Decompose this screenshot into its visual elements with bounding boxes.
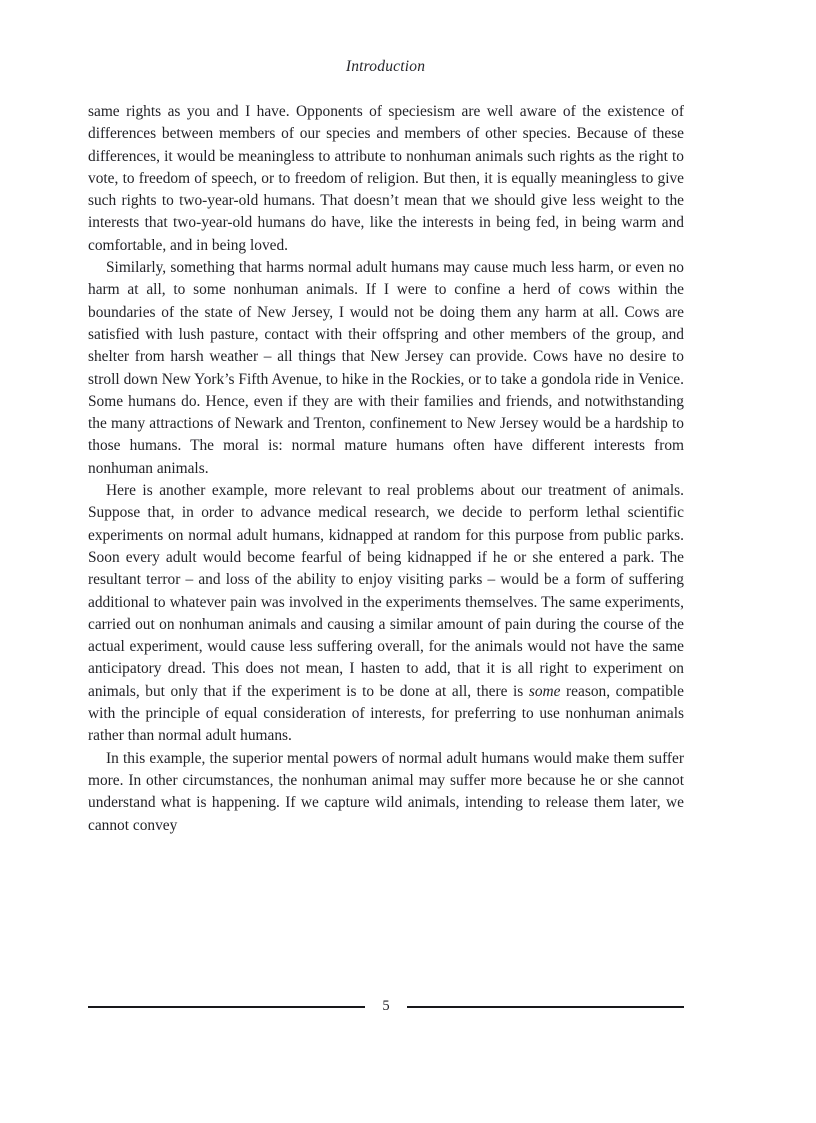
paragraph-superior-mental-powers: In this example, the superior mental powers of normal adult humans would make them suffer more. In other circumstances, the nonhuman animal may suffer more because he or she cannot understand what is happening. If we capture wild animals, intending to release them later, we cannot convey (88, 749, 684, 834)
paragraph-cows-new-jersey: Similarly, something that harms normal adult humans may cause much less harm, or even no harm at all, to some nonhuman animals. If I were to confine a herd of cows within the boundaries of the state of New Jersey, I would not be doing them any harm at all. Cows are satisfied with lush pasture, contact with their offspring and other members of the group, and shelter from harsh weather – all things that New Jersey can provide. Cows have no desire to stroll down New York’s Fifth Avenue, to hike in the Rockies, or to take a gondola ride in Venice. Some humans do. Hence, even if they are with their families and friends, and notwithstanding the many attractions of Newark and Trenton, confinement to New Jersey would be a hardship to those humans. The moral is: normal mature humans often have different interests from nonhuman animals. (88, 259, 684, 477)
page-footer (88, 1000, 684, 1015)
footer-rule-left (88, 1006, 365, 1008)
body-text-block (88, 101, 684, 837)
page-number: 5 (382, 998, 390, 1014)
emphasized-text: some (528, 682, 561, 700)
paragraph-lethal-experiments: Here is another example, more relevant to real problems about our treatment of animals. Suppose that, in order to advance medical research, we decide to perform lethal scientific experiments on normal adult humans, kidnapped at random for this purpose from public parks. Soon every adult would become fearful of being kidnapped if he or she entered a park. The resultant terror – and loss of the ability to enjoy visiting parks – would be a form of suffering additional to whatever pain was involved in the experiments themselves. The same experiments, carried out on nonhuman animals and causing a similar amount of pain during the course of the actual experiment, would cause less suffering overall, for the animals would not have the same anticipatory dread. This does not mean, I hasten to add, that it is all right to experiment on animals, but only that if the experiment is to be done at all, there is some reason, compatible with the principle of equal consideration of interests, for preferring to use nonhuman animals rather than normal adult humans. (88, 482, 684, 745)
footer-rule-right (407, 1006, 684, 1008)
paragraph-speciesism-rights: same rights as you and I have. Opponents of speciesism are well aware of the existence of differences between members of our species and members of other species. Because of these differences, it would be meaningless to attribute to nonhuman animals such rights as the right to vote, to freedom of speech, or to freedom of religion. But then, it is equally meaningless to give such rights to two-year-old humans. That doesn’t mean that we should give less weight to the interests that two-year-old humans do have, like the interests in being fed, in being warm and comfortable, and in being loved. (88, 103, 684, 254)
running-head: Introduction (345, 58, 426, 75)
